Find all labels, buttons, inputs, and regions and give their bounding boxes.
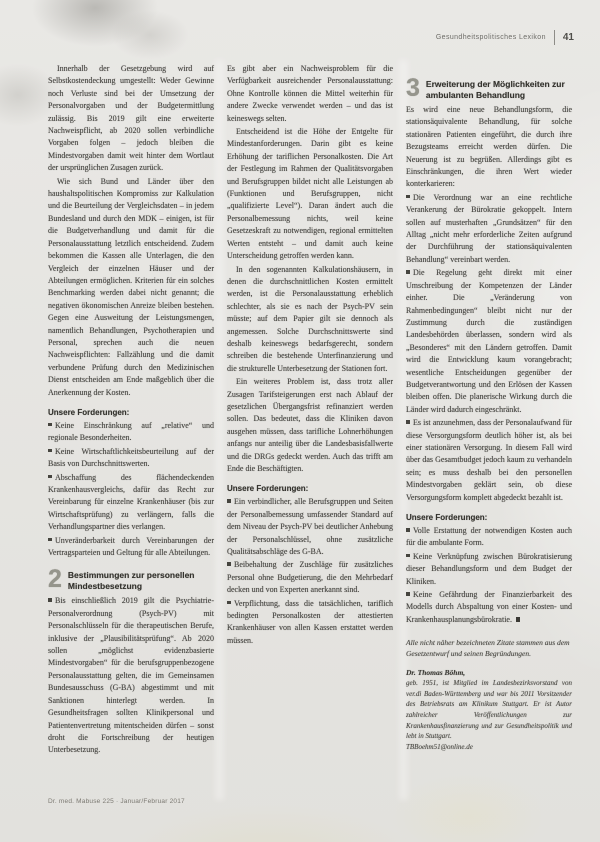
bullet-text: Abschaffung des flächendeckenden Krankenhausvergleichs, dafür das Recht zur Vereinbarung für einzelne Krankenhäuser (bis zur Wirtschaftsprüfung) zu verlängern, falls die Verhandlungspartner dies verlangen. [48,472,214,532]
source-note: Alle nicht näher bezeichneten Zitate stammen aus dem Gesetzentwurf und seinen Begründungen. [406,638,570,659]
bullet-square-icon [48,423,52,427]
bullet-text: Ein verbindlicher, alle Berufsgruppen und Seiten der Personalbemessung umfassender Standard auf dem Niveau der Psych-PV bei deutlicher Anhebung der Personalschlüssel, ohne zusätzliche Qualitätsabschläge des G-BA. [227,497,393,557]
section-number: 2 [48,565,62,594]
bullet-item [227,496,393,558]
footer-text: Dr. med. Mabuse 225 · Januar/Februar 2017 [48,798,185,805]
header-section-label: Gesundheitspolitisches Lexikon [435,34,546,41]
body-paragraph: Es gibt aber ein Nachweisproblem für die Verfügbarkeit ausreichender Personalausstattung: Ohne Kontrolle können die Mittel weiterhin für andere Zwecke verwendet werden – und das ist keineswegs selten. [227,64,393,123]
bullet-square-icon [48,449,52,453]
body-paragraph: Entscheidend ist die Höhe der Entgelte für Mindestanforderungen. Darin gibt es keine Erhöhung der tariflichen Personalkosten. Die Art der Festlegung im Rahmen der Qualitätsvorgaben und Berufsgruppen bildet nicht alle Leistungen ab (Funktionen und Berufsgruppen, nicht „qualifizierte Level“). Daran ändert auch die Personalbemessung nichts, weil keine Gesetzeskraft zu notwendigen, regional ermittelten Werten entsteht – und damit auch keine Unterscheidung getroffen werden kann. [227,127,393,261]
body-paragraph: Ein weiteres Problem ist, dass trotz aller Zusagen Tarifsteigerungen erst nach Ablauf der gesetzlichen Übergangsfrist refinanziert werden sollen. Das bedeutet, dass die Kliniken davon ausgehen müssen, dass tarifliche Lohnerhöhungen anfangs nur anteilig über die Landesbasisfallwerte und die DRGs gedeckt werden. Auch das trifft am Ende die Beschäftigten. [227,377,393,473]
page-number: 41 [562,32,574,43]
author-contact: TBBoehm51@online.de [406,742,473,751]
bullet-item [406,589,572,626]
bullet-square-icon [48,475,52,479]
bullet-text: Bis einschließlich 2019 gilt die Psychiatrie-Personalverordnung (Psych-PV) mit Personalschlüsseln für die therapeutischen Berufe, inklusive der „Plausibilitätsprüfung“. Ab 2020 sollen „möglichst evidenzbasierte Mindestvorgaben“ für die berufsgruppenbezogene Personalausstattung gelten, die im Gemeinsamen Bundesausschuss (G-BA) abgestimmt und mit Sanktionen hinterlegt werden. In Gesundheitsfragen sollten Klinikpersonal und Patientenvertretung mitentscheiden dürfen – sonst droht die Fortschreibung der heutigen Unterbesetzung. [48,596,214,755]
bullet-text: Verpflichtung, dass die tatsächlichen, tariflich bedingten Personalkosten der attestierten Krankenhäuser von allen Kassen erstattet werden müssen. [227,598,393,645]
bullet-item [406,525,572,550]
section-number: 3 [406,74,420,102]
author-bio: geb. 1951, ist Mitglied im Landesbezirksvorstand von ver.di Baden-Württemberg und war bis 2011 Vorsitzender des Betriebsrats am Klinikum Stuttgart. Er ist Autor zahlreicher Veröffentlichungen zur Krankenhausfinanzierung und zur Gesundheitspolitik und lebt in Stuttgart. [406,679,572,741]
author-name: Dr. Thomas Böhm, [406,668,466,678]
bullet-item [406,417,572,504]
bullet-square-icon [48,538,52,542]
bullet-text: Volle Erstattung der notwendigen Kosten auch für die ambulante Form. [406,526,572,548]
section-2-heading [48,565,214,594]
bullet-square-icon [227,499,231,503]
body-paragraph: In den sogenannten Kalkulationshäusern, in denen die durchschnittlichen Kosten ermittelt werden, ist die Personalausstattung erheblich schlechter, als sie es nach der Psych-PV sein müsste; auf dem Papier gilt sie dennoch als angemessen. Solche Durchschnittswerte sind deshalb keineswegs bedarfsgerecht, sondern schreiben die bestehende Unterfinanzierung und die strukturelle Unterbesetzung der Stationen fort. [227,264,393,373]
header-divider [554,30,555,45]
section-title: Erweiterung der Möglichkeiten zur ambulanten Behandlung [425,79,565,100]
bullet-text: Die Verordnung war an eine rechtliche Verankerung der Bürokratie gekoppelt. Intern sollen auf musterhaften „Grundsätzen“ für den Alltag „nicht mehr erforderliche Zeiten aufgrund der Durchführung der stationsäquivalenten Behandlung“ vereinbart werden. [406,192,572,264]
column-2 [227,62,393,757]
column-1 [48,62,214,757]
body-paragraph: Es wird eine neue Behandlungsform, die stationsäquivalente Behandlung, für solche stationären Patienten eingeführt, die durch ihre Bezugsteams erreicht werden dürfen. Die Neuerung ist zu begrüßen. Allerdings gibt es Einschränkungen, die ihren Wert wieder konterkarieren: [406,105,572,189]
bullet-text: Keine Gefährdung der Finanzierbarkeit des Modells durch Abspaltung von einer Kosten- und Krankenhausplanungsbürokratie. [406,590,572,624]
bullet-item [48,535,214,560]
page-header [436,30,574,45]
bullet-square-icon [227,601,231,605]
bullet-text: Keine Wirtschaftlichkeitsbeurteilung auf der Basis von Durchschnittswerten. [48,446,214,469]
end-of-article-icon [516,617,521,622]
bullet-text: Keine Einschränkung auf „relative“ und regionale Besonderheiten. [48,420,214,443]
bullet-text: Beibehaltung der Zuschläge für zusätzliches Personal ohne Budgetierung, die den Mehrbedarf decken und von Experten anerkannt sind. [227,560,393,595]
bullet-item [406,551,572,588]
body-paragraph: Innerhalb der Gesetzgebung wird auf Selbstkostendeckung umgestellt: Weder Gewinne noch Verluste sind bei der Umsetzung der Personalvorgaben und der Budgetermittlung zulässig. Bis 2019 gilt eine erweiterte Nachweispflicht, ab 2020 sollen verbindliche Vorgaben folgen – jedoch bleiben die Mindestvorgaben damit weit hinter dem Wortlaut der ursprünglichen Zusagen zurück. [48,64,214,173]
bullet-square-icon [48,598,52,602]
forderungen-heading: Unsere Forderungen: [406,513,488,522]
forderungen-heading: Unsere Forderungen: [48,407,130,417]
bullet-square-icon [406,420,410,424]
bullet-text: Keine Verknüpfung zwischen Bürokratisierung dieser Behandlungsform und dem Budget der Kliniken. [406,551,572,586]
section-title: Bestimmungen zur personellen Mindestbesetzung [67,570,195,591]
bullet-item [48,472,214,534]
column-3 [406,62,572,757]
bullet-square-icon [406,592,410,596]
bullet-item [406,192,572,266]
section-3-heading [406,74,572,102]
bullet-text: Es ist anzunehmen, dass der Personalaufwand für diese Versorgungsform deutlich höher ist, als bei einer stationären Versorgung. In diesem Fall wird über das Gesamtbudget jedoch kaum zu verhandeln sein; es muss deshalb bei den personellen Mindestvorgaben geklärt sein, ob diese Versorgungsform komplett abgedeckt bezahlt ist. [406,418,572,502]
bullet-item [406,267,572,416]
bullet-item [48,595,214,756]
bullet-text: Unveränderbarkeit durch Vereinbarungen der Vertragsparteien und Geltung für alle Abteilungen. [48,535,214,558]
article-columns [48,62,572,757]
bullet-text: Die Regelung geht direkt mit einer Umschreibung der Kompetenzen der Länder einher. Die „Veränderung von Rahmenbedingungen“ bleibt nicht nur der Zustimmung durch die zuständigen Landesbehörden überlassen, sondern wird als „Besonderes“ mit den Ländern getroffen. Damit wird die Entwicklung kaum vorangebracht; wesentliche Entscheidungen gegenüber der Budgetverantwortung und den Erlösen der Kassen bleiben offen. Die planerische Wirkung durch die Länder wird dadurch eingeschränkt. [406,268,572,414]
bullet-item [227,559,393,596]
bullet-item [227,598,393,648]
bullet-square-icon [406,554,410,558]
bullet-square-icon [227,562,231,566]
bullet-square-icon [406,195,410,199]
bullet-item [48,446,214,471]
bullet-square-icon [406,528,410,532]
forderungen-heading: Unsere Forderungen: [227,484,309,494]
bullet-item [48,420,214,445]
bullet-square-icon [406,270,410,274]
body-paragraph: Wie sich Bund und Länder über den haushaltspolitischen Kompromiss zur Kalkulation und die Beurteilung der Vergleichsdaten – in jedem Bundesland und durch den MDK – einigen, ist für die Budgetverhandlung und damit für die Personalausstattung letztlich entscheidend. Zudem bekommen die Kassen alle Unterlagen, die den Vergleich der einzelnen Häuser und der Abteilungen ermöglichen. Kriterien für ein solches Benchmarking werden dabei nicht genannt; die negativen ökonomischen Anreize bleiben bestehen. Gegen eine Ausweitung der Leistungsmengen, namentlich Behandlungen, Psychotherapien und Personal, sprechen auch die neuen Nachweispflichten: Fallzählung und die damit verbundene Prüfung durch den Medizinischen Dienst entscheiden am Ende maßgeblich über die Anerkennung der Kosten. [48,176,214,397]
